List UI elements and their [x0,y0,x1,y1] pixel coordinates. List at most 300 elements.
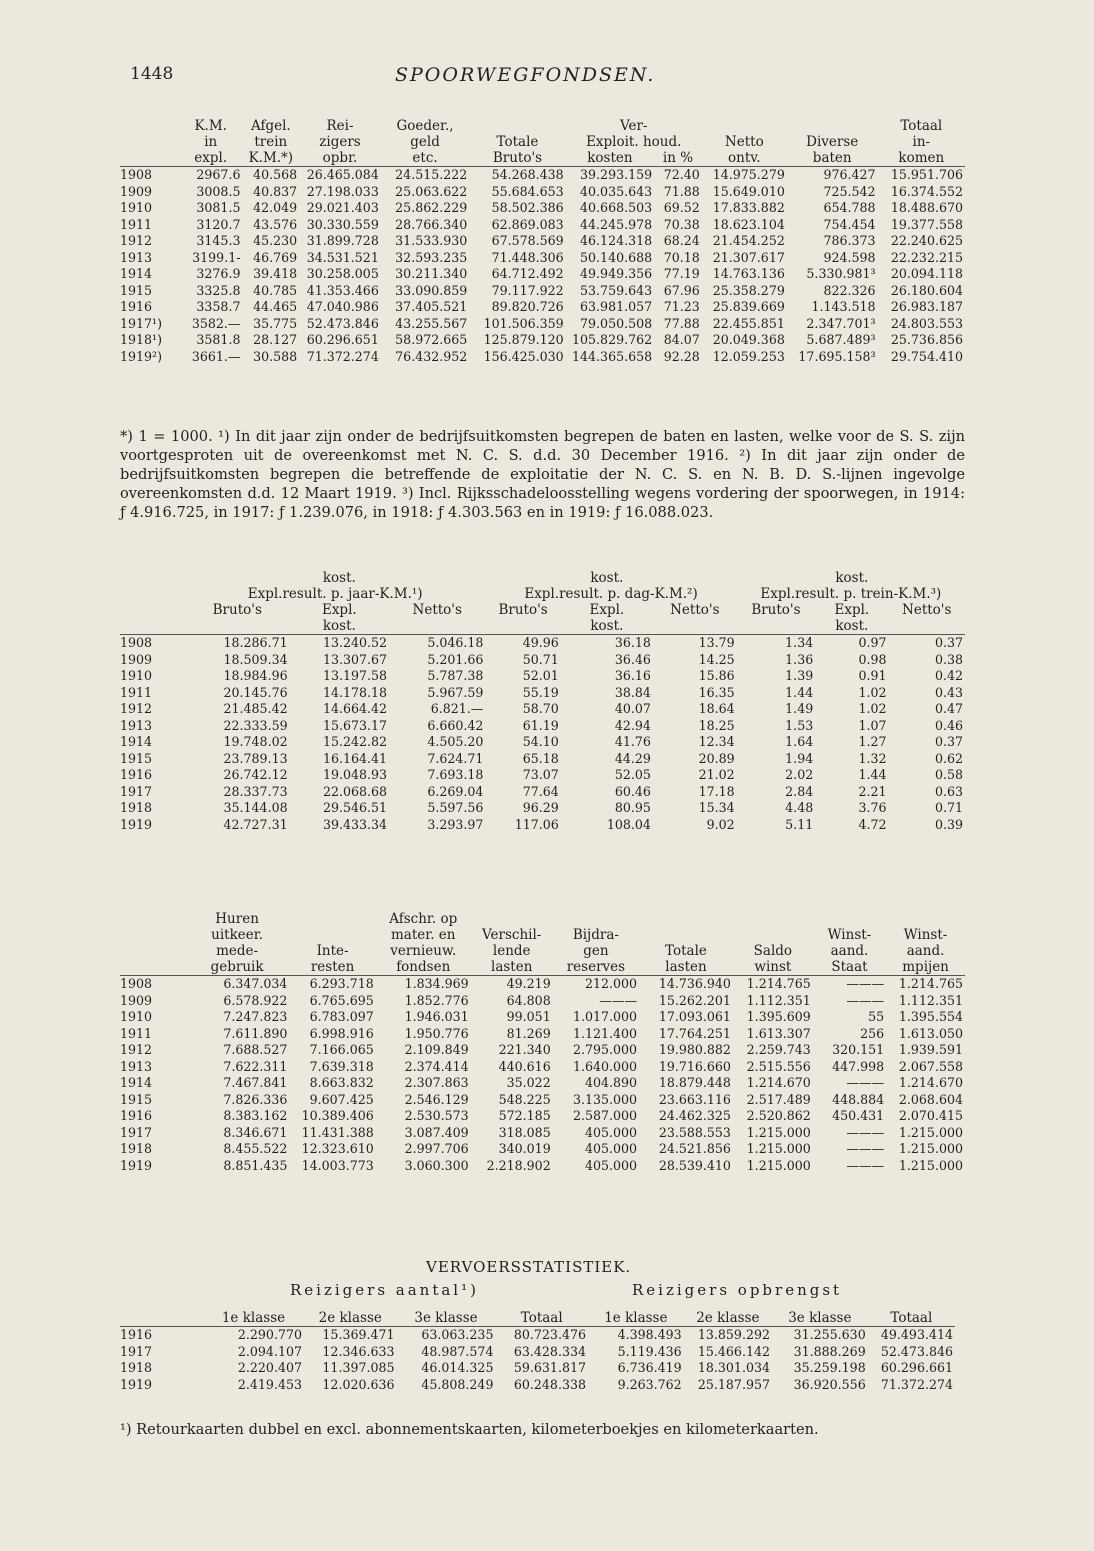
column-header: winst [733,959,813,976]
results-per-km-table [120,570,965,833]
table-cell: 45.230 [253,233,298,248]
table-cell: 1.27 [858,734,887,749]
table-cell: 7.688.527 [223,1042,288,1057]
year-cell: 1914 [120,266,153,281]
year-cell: 1913 [120,1058,153,1074]
table-row [120,993,965,1010]
table-cell: 0.47 [934,701,963,716]
table-cell: 156.425.030 [483,348,564,364]
table-cell: 2.374.414 [404,1058,469,1074]
column-header: zigers [319,134,361,150]
column-header [553,911,639,927]
table-cell: 725.542 [823,183,876,199]
table-cell: 2.21 [858,783,887,799]
year-cell: 1919 [120,816,153,832]
column-header [120,134,179,150]
table-cell: 25.358.279 [712,282,785,298]
year-cell: 1917 [120,783,153,799]
table-cell: 6.269.04 [427,783,484,799]
column-header: Afschr. op [389,911,458,927]
table-cell: 99.051 [506,1009,551,1024]
table-cell: 17.695.158³ [798,348,876,364]
year-cell: 1919 [120,1376,153,1392]
column-header [485,570,560,586]
table-cell: 1.852.776 [404,992,469,1008]
table-cell: 24.515.222 [395,167,468,182]
table-row [120,767,965,784]
table-cell: 39.418 [253,266,298,281]
table-cell: 3661.— [191,348,241,364]
column-header: Bijdra- [572,927,619,943]
table-cell: 0.42 [934,668,963,683]
table-cell: 69.52 [663,200,700,215]
table-cell: 28.539.410 [658,1157,731,1173]
column-header: lasten [639,959,733,976]
table-cell: 71.88 [663,183,700,199]
table-row [120,751,965,768]
table-cell: 3145.3 [196,233,241,248]
exploitation-results-table [120,118,965,365]
table-cell: 21.02 [698,767,735,782]
column-header [813,911,886,927]
table-cell: 13.307.67 [322,651,388,667]
year-cell: 1919 [120,1157,153,1173]
table-cell: 1.32 [858,750,887,766]
table-cell: 1.214.765 [898,976,963,991]
column-header: lende [492,943,531,959]
table-row [120,349,965,366]
table-cell: 0.58 [934,767,963,782]
table-cell: 67.578.569 [491,233,564,248]
year-cell: 1911 [120,216,153,232]
table-cell: ——— [846,1157,885,1173]
header-row [120,118,965,134]
table-cell: 38.84 [614,684,651,700]
column-header [702,118,787,134]
column-header [889,570,966,586]
table-cell: 221.340 [498,1042,551,1057]
table-row [120,668,965,685]
table-row [120,701,965,718]
table-row [120,332,965,349]
page-number: 1448 [130,64,174,84]
table-cell: 46.014.325 [421,1360,494,1375]
table-cell: 31.899.728 [306,233,379,248]
year-cell: 1908 [120,635,153,650]
table-cell: 20.145.76 [223,684,288,700]
table-cell: 2.347.701³ [806,315,876,331]
table-cell: 35.775 [253,315,298,331]
year-cell: 1918 [120,1360,153,1375]
table-cell: 80.723.476 [513,1327,586,1342]
table-cell: 14.178.18 [322,684,388,700]
column-header: resten [289,959,375,976]
table-cell: 14.664.42 [322,701,388,716]
vervoer-title: VERVOERSSTATISTIEK. [426,1258,632,1276]
table-cell: 35.022 [506,1075,551,1090]
table-cell: 7.693.18 [427,767,484,782]
year-cell: 1917 [120,1124,153,1140]
year-cell: 1910 [120,200,153,215]
column-header: Expl. [834,602,870,618]
table-row [120,718,965,735]
table-cell: 28.127 [253,332,298,347]
column-header [471,911,553,927]
table-cell: 5.201.66 [427,651,484,667]
table-cell: 2.795.000 [572,1042,638,1057]
column-header [639,911,733,927]
table-cell: ——— [846,1075,885,1090]
column-header: geld [410,134,440,150]
column-header: lasten [471,959,553,976]
table-cell: 71.448.306 [491,249,564,265]
year-cell: 1916 [120,1327,153,1342]
table-cell: 2.094.107 [237,1343,302,1359]
year-cell: 1914 [120,1075,153,1090]
column-header: mater. en [390,927,456,943]
table-cell: 18.488.670 [890,200,963,215]
table-row [120,217,965,234]
table-cell: 79.050.508 [580,315,653,331]
year-cell: 1916 [120,299,153,314]
column-header: kost. [290,618,389,635]
table-row [120,316,965,333]
table-cell: 3.060.300 [404,1157,469,1173]
year-cell: 1918 [120,1141,153,1156]
table-row [120,1327,955,1344]
table-cell: 14.003.773 [301,1157,374,1173]
column-header: Exploit. houd. [586,134,682,150]
table-row [120,652,965,669]
table-cell: 0.62 [934,750,963,766]
column-header [889,618,966,635]
table-cell: 7.624.71 [427,750,484,766]
table-cell: 11.397.085 [322,1360,395,1375]
column-header: Bruto's [498,602,548,618]
table-cell: 54.268.438 [491,167,564,182]
passenger-statistics-table [120,1310,955,1393]
table-cell: 20.094.118 [890,266,963,281]
table-cell: 15.466.142 [697,1343,770,1359]
table-row [120,1092,965,1109]
table-cell: 58.70 [522,701,559,716]
table-cell: 15.262.201 [658,992,731,1008]
column-header [120,570,185,586]
table-cell: 7.166.065 [309,1042,374,1057]
table-cell: 77.64 [522,783,559,799]
table-cell: 2.259.743 [746,1042,811,1057]
column-header: Totaal [868,1310,955,1327]
column-header [737,570,816,586]
header-row [120,150,965,167]
column-header: in [204,134,218,150]
table-cell: 44.29 [614,750,651,766]
table-cell: 2.068.604 [898,1091,963,1107]
table-cell: 40.837 [253,183,298,199]
column-header [120,1310,203,1327]
table-cell: 9.263.762 [617,1376,682,1392]
table-cell: 14.736.940 [658,976,731,991]
table-cell: 14.763.136 [712,266,785,281]
table-cell: 92.28 [663,348,700,364]
column-header: komen [878,150,965,167]
column-header: Bruto's [469,150,565,167]
year-cell: 1909 [120,992,153,1008]
column-header: Totale [496,134,539,150]
column-header: Netto [724,134,764,150]
table-cell: 3581.8 [196,332,241,347]
table-row [120,299,965,316]
header-row [120,602,965,618]
table-cell: 320.151 [832,1042,885,1057]
table-cell: 18.623.104 [712,216,785,232]
table-cell: 63.981.057 [580,299,653,314]
table-cell: 101.506.359 [483,315,564,331]
table-cell: 0.46 [934,717,963,733]
year-cell: 1912 [120,233,153,248]
table-cell: 1.112.351 [746,992,811,1008]
table-cell: 0.63 [934,783,963,799]
table-cell: 52.473.846 [306,315,379,331]
table-cell: 8.663.832 [309,1075,374,1090]
year-cell: 1908 [120,976,153,991]
table-row [120,734,965,751]
table-cell: 13.197.58 [322,668,388,683]
year-cell: 1911 [120,1025,153,1041]
table-cell: 1.640.000 [572,1058,638,1074]
table-cell: 1.02 [858,684,887,700]
table-cell: 48.987.574 [421,1343,494,1359]
table-cell: 1.017.000 [572,1009,638,1024]
table-cell: 45.808.249 [421,1376,494,1392]
column-header: Staat [813,959,886,976]
table-cell: 440.616 [498,1058,551,1074]
column-header: Winst- [827,927,872,943]
table-cell: 5.11 [785,816,814,832]
table-cell: 318.085 [498,1124,551,1140]
column-header: mede- [216,943,259,959]
table-row [120,184,965,201]
table-cell: 2.520.862 [746,1108,811,1123]
table-cell: 29.546.51 [322,800,388,815]
table-cell: 3582.— [191,315,241,331]
table-cell: 2.220.407 [237,1360,302,1375]
table-row [120,1360,955,1377]
table-cell: 23.789.13 [223,750,288,766]
table-cell: 22.240.625 [890,233,963,248]
table-cell: 40.035.643 [580,183,653,199]
table-cell: ——— [846,992,885,1008]
table-cell: 30.588 [253,348,298,364]
year-cell: 1917 [120,1343,153,1359]
table-cell: 0.38 [934,651,963,667]
table-cell: 7.622.311 [223,1058,288,1074]
column-header: mpijen [886,959,965,976]
column-header: etc. [381,150,469,167]
table-cell: 2.997.706 [404,1141,469,1156]
table-cell: 17.833.882 [712,200,785,215]
year-cell: 1913 [120,717,153,733]
table-cell: 1.36 [785,651,814,667]
year-cell: 1910 [120,1009,153,1024]
table-cell: 1.613.050 [898,1025,963,1041]
table-cell: 6.998.916 [309,1025,374,1041]
year-cell: 1915 [120,282,153,298]
table-row [120,635,965,652]
table-cell: 18.25 [698,717,735,733]
table-row [120,1125,965,1142]
table-cell: 1.214.670 [898,1075,963,1090]
column-header [120,943,185,959]
table-cell: 1.143.518 [811,299,876,314]
table-cell: 43.576 [253,216,298,232]
table-cell: ——— [846,976,885,991]
table-cell: 30.211.340 [395,266,468,281]
table-cell: 35.259.198 [793,1360,866,1375]
table-row [120,800,965,817]
column-header: ontv. [702,150,787,167]
table-row [120,1377,955,1394]
year-cell: 1918¹) [120,332,163,347]
table-cell: 4.72 [858,816,887,832]
table-cell: 15.34 [698,800,735,815]
table-cell: 44.465 [253,299,298,314]
table-cell: 77.88 [663,315,700,331]
column-header [120,586,185,602]
table-cell: 17.764.251 [658,1025,731,1041]
table-cell: 3.087.409 [404,1124,469,1140]
footnote-table1: *) 1 = 1000. ¹) In dit jaar zijn onder de bedrijfsuitkomsten begrepen de baten en lasten, welke voor de S. S. zijn voortgesproten uit de overeenkomst met N. C. S. d.d. 30 December 1916. ²) In dit jaar zijn onder de bedrijfsuitkomsten begrepen die betreffende de exploitatie der N. C. S. en N. B. D. S.-lijnen ingevolge overeenkomsten d.d. 12 Maart 1919. ³) Incl. Rijksschadeloosstelling wegens vordering der spoorwegen, in 1914: ƒ 4.916.725, in 1917: ƒ 1.239.076, in 1918: ƒ 4.303.563 en in 1919: ƒ 16.088.023. [120,428,965,521]
table-row [120,1108,965,1125]
year-cell: 1909 [120,651,153,667]
table-cell: ——— [599,992,638,1008]
table-cell: 47.040.986 [306,299,379,314]
column-header: kost. [590,570,624,586]
table-cell: 7.826.336 [223,1091,288,1107]
table-cell: 1.939.591 [898,1042,963,1057]
table-cell: 2.070.415 [898,1108,963,1123]
table-cell: 52.05 [614,767,651,782]
column-header [469,118,565,134]
column-header: vernieuw. [390,943,457,959]
table-cell: 36.46 [614,651,651,667]
table-cell: 3.293.97 [427,816,484,832]
table-cell: 0.71 [934,800,963,815]
column-header [886,911,965,927]
column-header: Goeder., [396,118,454,134]
table-cell: 1.214.765 [746,976,811,991]
table-cell: 405.000 [584,1124,638,1140]
table-cell: 7.467.841 [223,1075,288,1090]
header-row [120,134,965,150]
table-cell: 80.95 [614,800,651,815]
table-cell: 25.187.957 [697,1376,770,1392]
table-cell: 63.428.334 [513,1343,586,1359]
table-cell: 404.890 [584,1075,638,1090]
table-cell: 2.515.556 [746,1058,811,1074]
table-cell: 2.02 [785,767,814,782]
table-cell: 55.684.653 [491,183,564,199]
table-cell: 59.631.817 [513,1360,586,1375]
table-cell: 18.879.448 [658,1075,731,1090]
table-row [120,1158,965,1175]
column-header: expl. [179,150,243,167]
table-cell: 0.37 [934,734,963,749]
table-cell: 13.79 [698,635,735,650]
column-header [389,618,485,635]
table-cell: 15.242.82 [322,734,388,749]
table-cell: 5.119.436 [617,1343,682,1359]
table-cell: 22.232.215 [890,249,963,265]
table-cell: 2.067.558 [898,1058,963,1074]
table-cell: 3.135.000 [572,1091,638,1107]
table-cell: 18.301.034 [697,1360,770,1375]
table-cell: 15.369.471 [322,1327,395,1342]
table-cell: 20.049.368 [712,332,785,347]
column-header: Expl.result. p. dag-K.M.²) [524,586,698,602]
header-row [120,1310,955,1327]
table-cell: 754.454 [823,216,876,232]
table-cell: 35.144.08 [223,800,288,815]
table-cell: 24.803.553 [890,315,963,331]
table-cell: 42.727.31 [223,816,288,832]
table-cell: 12.323.610 [301,1141,374,1156]
table-cell: 71.23 [663,299,700,314]
table-cell: 447.998 [832,1058,885,1074]
year-cell: 1916 [120,1108,153,1123]
table-cell: 52.01 [522,668,559,683]
table-cell: 49.949.356 [580,266,653,281]
table-row [120,283,965,300]
table-cell: 1.215.000 [898,1141,963,1156]
table-cell: 15.673.17 [322,717,388,733]
column-header: kost. [815,618,888,635]
column-header [120,618,185,635]
table-cell: 25.063.622 [395,183,468,199]
table-cell: 15.649.010 [712,183,785,199]
column-header: Totaal [900,118,943,134]
table-cell: 3081.5 [196,200,241,215]
table-cell: ——— [846,1124,885,1140]
table-cell: 1.44 [858,767,887,782]
column-header: Diverse [806,134,859,150]
column-header [787,118,878,134]
table-cell: 1.112.351 [898,992,963,1008]
table-cell: 1.215.000 [898,1124,963,1140]
column-header: Totale [665,943,707,959]
table-row [120,1075,965,1092]
column-header: Rei- [326,118,354,134]
column-header: K.M. [194,118,227,134]
header-row [120,927,965,943]
table-cell: 786.373 [823,233,876,248]
table-cell: 18.984.96 [223,668,288,683]
table-cell: 30.258.005 [306,266,379,281]
table-cell: 3358.7 [196,299,241,314]
table-cell: 68.24 [663,233,700,248]
header-row [120,943,965,959]
table-cell: 7.639.318 [309,1058,374,1074]
table-cell: 12.020.636 [322,1376,395,1392]
table-cell: 12.059.253 [712,348,785,364]
table-cell: ——— [846,1141,885,1156]
table-cell: 3120.7 [196,216,241,232]
column-header: gebruik [185,959,290,976]
table-row [120,817,965,834]
column-header: uitkeer. [211,927,264,943]
table-cell: 24.462.325 [658,1108,731,1123]
table-cell: 0.97 [858,635,887,650]
